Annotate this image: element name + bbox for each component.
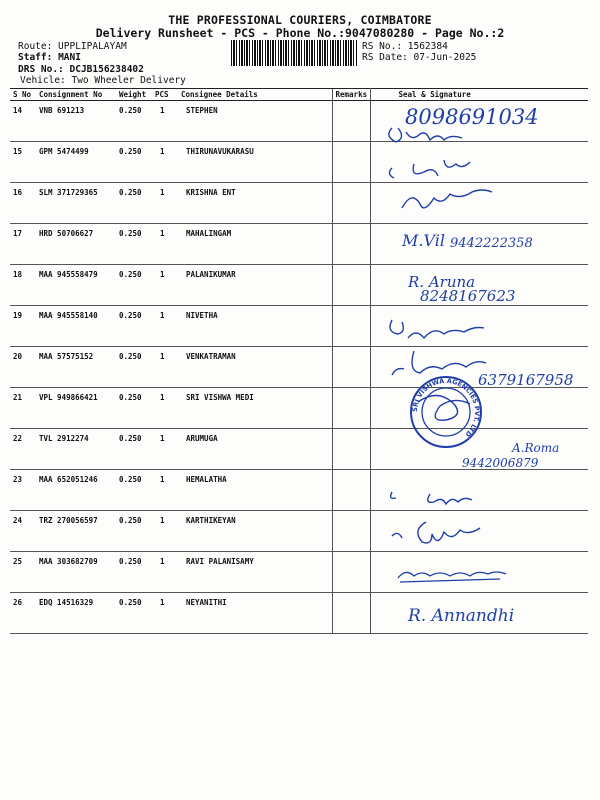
cell-consignee: VENKATRAMAN	[178, 347, 332, 388]
cell-remarks	[332, 388, 370, 429]
cell-sno: 20	[10, 347, 36, 388]
cell-consignee: KRISHNA ENT	[178, 183, 332, 224]
table-row	[10, 593, 588, 634]
cell-remarks	[332, 142, 370, 183]
table-row	[10, 306, 588, 347]
barcode-image	[231, 40, 357, 66]
table-row	[10, 552, 588, 593]
handwritten-name-22: A.Roma	[512, 441, 560, 455]
runsheet-table	[10, 88, 588, 634]
col-header-weight: Weight	[116, 89, 152, 101]
col-header-consignment: Consignment No	[36, 89, 116, 101]
cell-pcs: 1	[152, 429, 178, 470]
cell-signature	[370, 224, 588, 265]
cell-weight: 0.250	[116, 347, 152, 388]
cell-sno: 22	[10, 429, 36, 470]
cell-pcs: 1	[152, 142, 178, 183]
cell-signature	[370, 183, 588, 224]
cell-sno: 19	[10, 306, 36, 347]
cell-sno: 24	[10, 511, 36, 552]
cell-pcs: 1	[152, 183, 178, 224]
staff-label: Staff:	[18, 52, 53, 63]
cell-consignee: STEPHEN	[178, 101, 332, 142]
cell-weight: 0.250	[116, 265, 152, 306]
cell-consignee: THIRUNAVUKARASU	[178, 142, 332, 183]
route-label: Route: UPPLIPALAYAM	[18, 41, 127, 52]
cell-sno: 17	[10, 224, 36, 265]
rs-number: RS No.: 1562384	[362, 41, 448, 52]
cell-remarks	[332, 224, 370, 265]
cell-remarks	[332, 593, 370, 634]
cell-sno: 21	[10, 388, 36, 429]
table-row	[10, 347, 588, 388]
cell-consignment-no: VNB 691213	[36, 101, 116, 142]
col-header-signature: Seal & Signature	[370, 89, 588, 101]
cell-signature	[370, 511, 588, 552]
handwritten-phone-22: 9442006879	[462, 456, 539, 470]
company-title: THE PROFESSIONAL COURIERS, COIMBATORE	[168, 13, 432, 27]
cell-signature	[370, 388, 588, 429]
table-row	[10, 429, 588, 470]
cell-consignee: MAHALINGAM	[178, 224, 332, 265]
cell-weight: 0.250	[116, 388, 152, 429]
handwritten-signature-26: R. Annandhi	[408, 606, 515, 626]
cell-weight: 0.250	[116, 224, 152, 265]
cell-consignment-no: VPL 949866421	[36, 388, 116, 429]
cell-consignee: NEYANITHI	[178, 593, 332, 634]
cell-sno: 25	[10, 552, 36, 593]
cell-sno: 15	[10, 142, 36, 183]
cell-consignment-no: MAA 303682709	[36, 552, 116, 593]
handwritten-phone-17: 9442222358	[450, 236, 533, 251]
cell-remarks	[332, 347, 370, 388]
cell-weight: 0.250	[116, 552, 152, 593]
cell-consignment-no: MAA 652051246	[36, 470, 116, 511]
table-row	[10, 101, 588, 142]
staff-value: MANI	[58, 52, 81, 63]
cell-weight: 0.250	[116, 183, 152, 224]
cell-pcs: 1	[152, 101, 178, 142]
col-header-pcs: PCS	[152, 89, 178, 101]
col-header-remarks: Remarks	[332, 89, 370, 101]
cell-remarks	[332, 101, 370, 142]
cell-consignment-no: GPM 5474499	[36, 142, 116, 183]
cell-pcs: 1	[152, 306, 178, 347]
cell-consignment-no: MAA 945558140	[36, 306, 116, 347]
cell-remarks	[332, 306, 370, 347]
cell-consignee: RAVI PALANISAMY	[178, 552, 332, 593]
cell-consignee: ARUMUGA	[178, 429, 332, 470]
cell-signature	[370, 101, 588, 142]
cell-pcs: 1	[152, 511, 178, 552]
cell-weight: 0.250	[116, 142, 152, 183]
cell-consignment-no: MAA 945558479	[36, 265, 116, 306]
drs-value: DCJB156238402	[69, 64, 144, 75]
cell-consignment-no: TVL 2912274	[36, 429, 116, 470]
cell-consignee: SRI VISHWA MEDI	[178, 388, 332, 429]
cell-consignee: KARTHIKEYAN	[178, 511, 332, 552]
cell-pcs: 1	[152, 224, 178, 265]
table-header-row	[10, 89, 588, 101]
cell-remarks	[332, 511, 370, 552]
cell-sno: 18	[10, 265, 36, 306]
cell-signature	[370, 593, 588, 634]
cell-weight: 0.250	[116, 429, 152, 470]
cell-consignment-no: TRZ 270056597	[36, 511, 116, 552]
cell-consignee: NIVETHA	[178, 306, 332, 347]
col-header-consignee: Consignee Details	[178, 89, 332, 101]
cell-sno: 26	[10, 593, 36, 634]
cell-sno: 23	[10, 470, 36, 511]
cell-pcs: 1	[152, 347, 178, 388]
cell-signature	[370, 470, 588, 511]
handwritten-phone-18: 8248167623	[420, 287, 516, 305]
cell-remarks	[332, 552, 370, 593]
cell-signature	[370, 429, 588, 470]
cell-pcs: 1	[152, 265, 178, 306]
cell-weight: 0.250	[116, 101, 152, 142]
cell-remarks	[332, 183, 370, 224]
handwritten-phone-20: 6379167958	[478, 371, 574, 389]
vehicle-label: Vehicle: Two Wheeler Delivery	[20, 75, 186, 86]
col-header-sno: S No	[10, 89, 36, 101]
cell-sno: 16	[10, 183, 36, 224]
cell-consignment-no: EDQ 14516329	[36, 593, 116, 634]
cell-weight: 0.250	[116, 470, 152, 511]
table-row	[10, 183, 588, 224]
cell-remarks	[332, 265, 370, 306]
cell-consignment-no: HRD 50706627	[36, 224, 116, 265]
handwritten-phone-14: 8098691034	[405, 105, 539, 129]
rs-date: RS Date: 07-Jun-2025	[362, 52, 477, 63]
cell-signature	[370, 142, 588, 183]
cell-pcs: 1	[152, 470, 178, 511]
stamp-text: SRI VISHWA AGENCIES PVT. LTD	[410, 376, 482, 439]
table-row	[10, 265, 588, 306]
table-row	[10, 511, 588, 552]
cell-weight: 0.250	[116, 511, 152, 552]
cell-weight: 0.250	[116, 306, 152, 347]
cell-pcs: 1	[152, 388, 178, 429]
cell-consignee: PALANIKUMAR	[178, 265, 332, 306]
cell-remarks	[332, 429, 370, 470]
cell-signature	[370, 306, 588, 347]
cell-consignment-no: SLM 371729365	[36, 183, 116, 224]
cell-consignee: HEMALATHA	[178, 470, 332, 511]
cell-signature	[370, 347, 588, 388]
table-row	[10, 470, 588, 511]
runsheet-subtitle: Delivery Runsheet - PCS - Phone No.:9047080280 - Page No.:2	[95, 26, 505, 40]
cell-signature	[370, 552, 588, 593]
cell-sno: 14	[10, 101, 36, 142]
drs-line	[18, 64, 144, 75]
table-row	[10, 388, 588, 429]
handwritten-name-18: R. Aruna	[408, 273, 476, 291]
cell-signature	[370, 265, 588, 306]
table-row	[10, 142, 588, 183]
cell-consignment-no: MAA 57575152	[36, 347, 116, 388]
cell-pcs: 1	[152, 593, 178, 634]
cell-remarks	[332, 470, 370, 511]
cell-pcs: 1	[152, 552, 178, 593]
table-row	[10, 224, 588, 265]
staff-line	[18, 52, 81, 63]
drs-label: DRS No.:	[18, 64, 64, 75]
handwritten-name-17: M.Vil	[402, 231, 445, 250]
cell-weight: 0.250	[116, 593, 152, 634]
